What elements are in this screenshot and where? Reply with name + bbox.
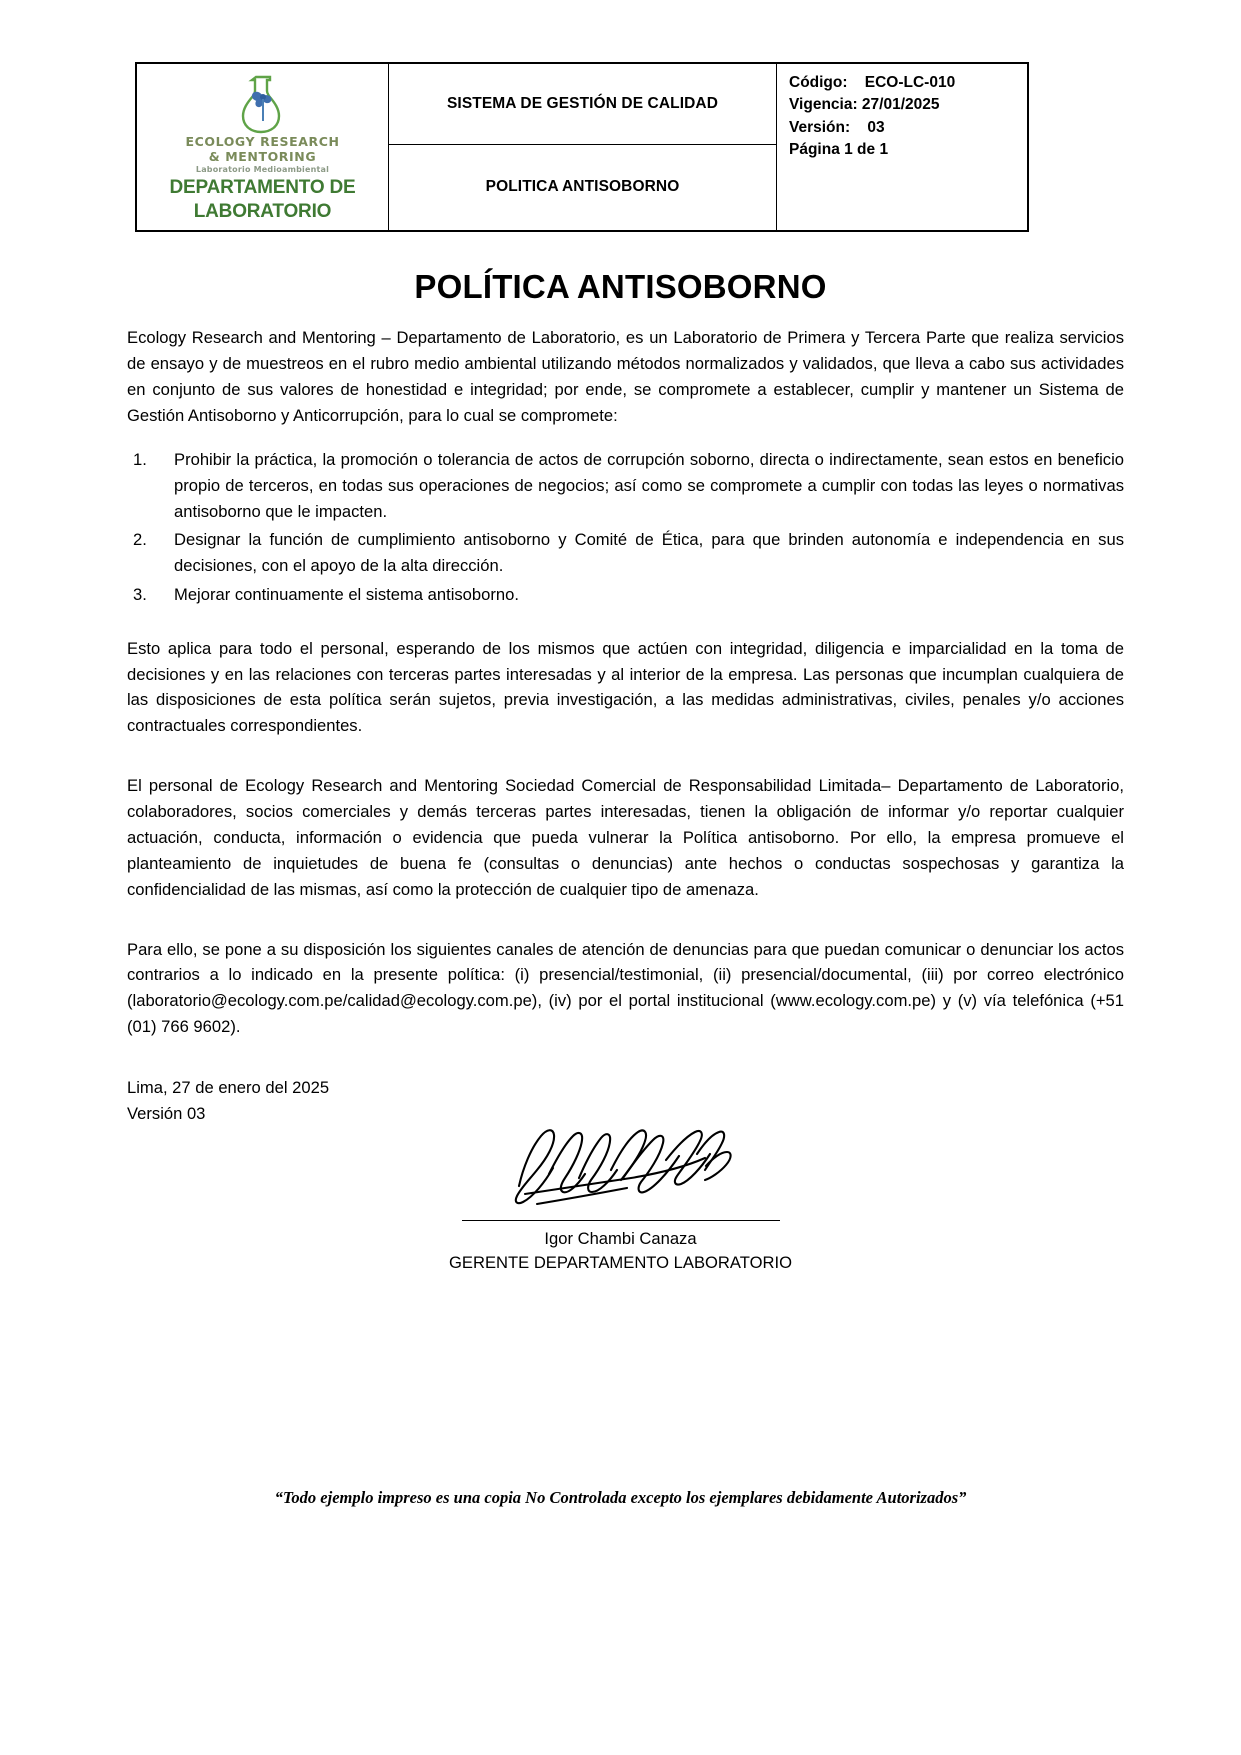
logo-department-line2: LABORATORIO bbox=[193, 200, 332, 222]
document-header bbox=[135, 62, 1007, 232]
commitments-list bbox=[127, 447, 1124, 608]
header-meta-cell bbox=[777, 63, 1029, 231]
header-logo-cell bbox=[136, 63, 389, 231]
logo-brand-line2: & MENTORING bbox=[208, 149, 317, 164]
flask-with-propeller-logo-icon bbox=[226, 72, 300, 134]
spacer bbox=[127, 921, 1124, 937]
place-date: Lima, 27 de enero del 2025 bbox=[127, 1078, 330, 1098]
list-item: Prohibir la práctica, la promoción o tolerancia de actos de corrupción soborno, directa o indirectamente, sean estos en beneficio propio de terceros, en todas sus operaciones de negocios; así como se compromete a cumplir con todas las leyes o normativas antisoborno que le impacten. bbox=[174, 449, 1124, 521]
document-body bbox=[127, 325, 1124, 1125]
handwritten-signature bbox=[491, 1108, 751, 1216]
list-item: Designar la función de cumplimiento antisoborno y Comité de Ética, para que brinden autonomía e independencia en sus decisiones, con el apoyo de la alta dirección. bbox=[174, 530, 1124, 576]
spacer bbox=[127, 1058, 1124, 1074]
meta-codigo: Código: ECO-LC-010 bbox=[789, 74, 956, 91]
spacer bbox=[127, 610, 1124, 636]
signature-line bbox=[462, 1220, 780, 1221]
header-document-title-cell bbox=[389, 144, 777, 231]
meta-pagina: Página 1 de 1 bbox=[789, 141, 889, 159]
paragraph-canales: Para ello, se pone a su disposición los siguientes canales de atención de denuncias para que puedan comunicar o denunciar los actos contrarios a lo indicado en la presente política: (i) presencial/testimonial, (ii) presencial/documental, (iii) por correo electrónico (laboratorio@ecology.com.pe/calidad@ecology.com.pe), (iv) por el portal institucional (www.ecology.com.pe) y (v) vía telefónica (+51 (01) 766 9602). bbox=[127, 939, 1124, 1037]
signer-name: Igor Chambi Canaza bbox=[544, 1229, 697, 1248]
signer-role: GERENTE DEPARTAMENTO LABORATORIO bbox=[449, 1253, 792, 1273]
header-system-title: SISTEMA DE GESTIÓN DE CALIDAD bbox=[446, 94, 718, 112]
header-table bbox=[135, 62, 1029, 232]
list-item: Mejorar continuamente el sistema antisoborno. bbox=[174, 584, 519, 604]
spacer bbox=[127, 757, 1124, 773]
logo-brand-line1: ECOLOGY RESEARCH bbox=[185, 134, 340, 149]
header-system-title-cell bbox=[389, 63, 777, 144]
logo-department-line1: DEPARTAMENTO DE bbox=[169, 177, 356, 199]
meta-vigencia: Vigencia: 27/01/2025 bbox=[789, 96, 940, 114]
paragraph-personal: Esto aplica para todo el personal, esperando de los mismos que actúen con integridad, diligencia e imparcialidad en la toma de decisiones y en las relaciones con terceras partes interesadas y al interior de la empresa. Las personas que incumplan cualquiera de las disposiciones de esta política serán sujetos, previa investigación, a las medidas administrativas, civiles, penales y/o acciones contractuales correspondientes. bbox=[127, 638, 1124, 736]
page-title: POLÍTICA ANTISOBORNO bbox=[414, 268, 827, 305]
paragraph-obligacion: El personal de Ecology Research and Mentoring Sociedad Comercial de Responsabilidad Limitada– Departamento de Laboratorio, colaboradores, socios comerciales y demás terceras partes interesadas, tienen la obligación de informar y/o reportar cualquier actuación, conducta, información o evidencia que pueda vulnerar la Política antisoborno. Por ello, la empresa promueve el planteamiento de inquietudes de buena fe (consultas o denuncias) ante hechos o conductas sospechosas y garantiza la confidencialidad de las mismas, así como la protección de cualquier tipo de amenaza. bbox=[127, 776, 1124, 899]
header-document-title: POLITICA ANTISOBORNO bbox=[485, 178, 680, 196]
logo-brand-subtitle: Laboratorio Medioambiental bbox=[195, 165, 330, 174]
paragraph-intro: Ecology Research and Mentoring – Departamento de Laboratorio, es un Laboratorio de Primera y Tercera Parte que realiza servicios de ensayo y de muestreos en el rubro medio ambiental utilizando métodos normalizados y validados, que lleva a cabo sus actividades en conjunto de sus valores de honestidad e integridad; por ende, se compromete a establecer, cumplir y mantener un Sistema de Gestión Antisoborno y Anticorrupción, para lo cual se compromete: bbox=[127, 328, 1124, 425]
signature-block bbox=[0, 1108, 1241, 1275]
document-version: Versión 03 bbox=[127, 1103, 206, 1123]
header-row-1 bbox=[136, 63, 1028, 144]
meta-version: Versión: 03 bbox=[789, 118, 885, 136]
footer-note: “Todo ejemplo impreso es una copia No Controlada excepto los ejemplares debidamente Autorizados” bbox=[274, 1488, 967, 1507]
